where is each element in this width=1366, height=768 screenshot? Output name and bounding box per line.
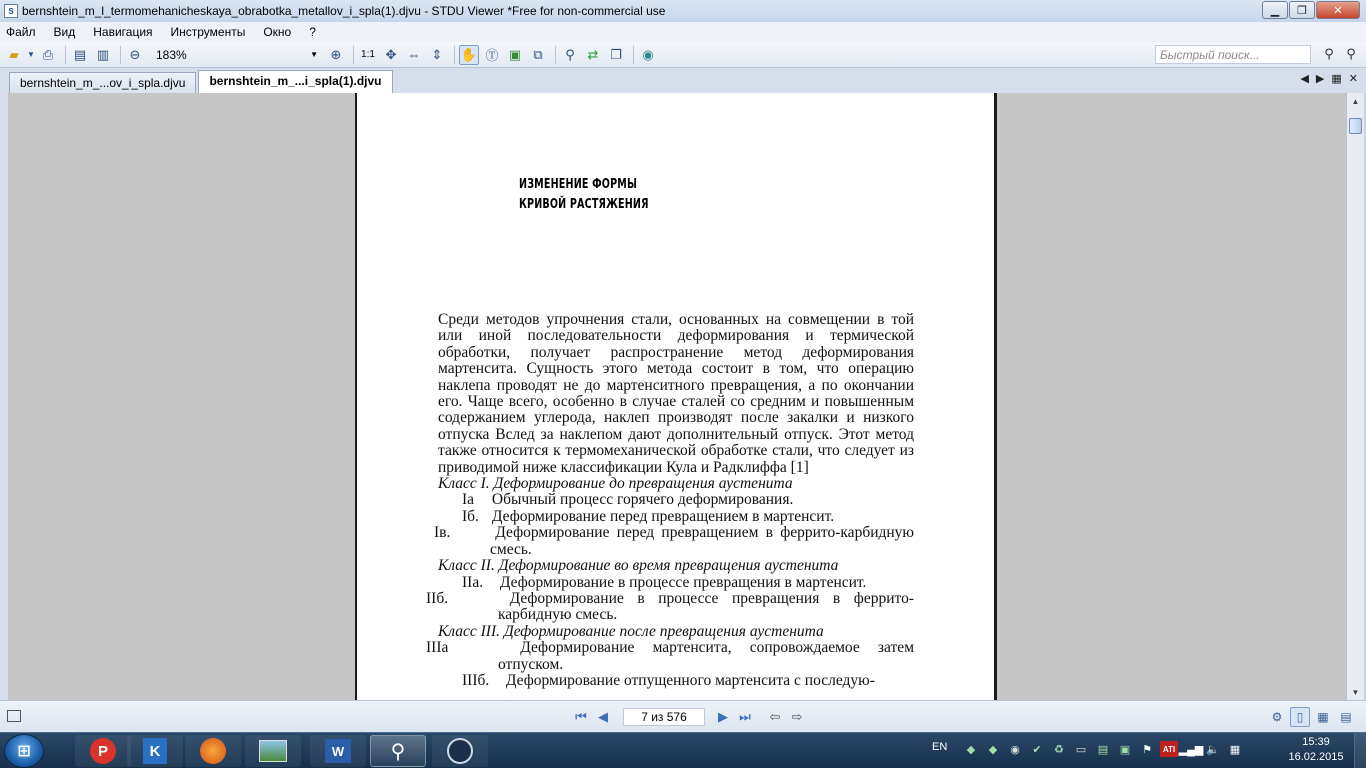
action-center-icon[interactable]: ⚑	[1142, 743, 1152, 756]
network-icon[interactable]: ▂▄▆	[1178, 743, 1204, 756]
menu-tools[interactable]: Инструменты	[170, 25, 246, 39]
tray-app-icon[interactable]: ▭	[1075, 743, 1087, 756]
page-layout-icon[interactable]: ▤	[73, 46, 87, 62]
page-navigation	[571, 708, 809, 726]
document-tabs	[0, 68, 1366, 93]
snapshot-icon[interactable]: ⧉	[533, 46, 543, 62]
image-viewer-icon[interactable]	[245, 735, 301, 767]
list-item	[434, 524, 915, 558]
tray-sync-icon[interactable]: ♻	[1054, 743, 1064, 756]
toolbar-separator	[353, 46, 354, 64]
list-item	[426, 639, 914, 673]
menu-view[interactable]: Вид	[53, 25, 76, 39]
tray-app-icon[interactable]: ▣	[1119, 743, 1131, 756]
ati-icon[interactable]: ATI	[1160, 741, 1178, 757]
firefox-icon[interactable]	[185, 735, 241, 767]
scroll-down-icon[interactable]: ▼	[1351, 687, 1360, 697]
zoom-out-icon[interactable]: ⊖	[129, 46, 141, 62]
open-folder-icon[interactable]: ▰	[9, 46, 19, 62]
last-page-icon[interactable]: ⏭	[739, 709, 751, 724]
menu-navigation[interactable]: Навигация	[93, 25, 153, 39]
tab-next-icon[interactable]: ▶	[1315, 73, 1325, 85]
item-text: Деформирование в процессе превращения в мартенсит.	[499, 573, 867, 591]
next-page-icon[interactable]: ▶	[718, 709, 728, 724]
item-text: Деформирование перед превращением в феррито-карбидную смесь.	[490, 524, 915, 558]
heading-line-1: ИЗМЕНЕНИЕ ФОРМЫ	[519, 177, 638, 192]
document-page	[355, 93, 997, 700]
list-item	[426, 589, 914, 624]
toolbar-separator	[120, 46, 121, 64]
item-text: Деформирование мартенсита, сопровождаемое затем отпуском.	[498, 639, 914, 673]
two-pages-icon[interactable]: ▥	[96, 46, 110, 62]
first-page-icon[interactable]: ⏮	[575, 709, 587, 724]
item-label: IIIа	[426, 639, 449, 657]
menu-bar	[0, 22, 1366, 42]
document-viewer[interactable]	[8, 93, 1346, 700]
tab-document-1[interactable]: bernshtein_m_...ov_i_spla.djvu	[9, 72, 196, 93]
menu-window[interactable]: Окно	[263, 25, 292, 39]
heading-line-2: КРИВОЙ РАСТЯЖЕНИЯ	[519, 197, 649, 212]
toolbar-separator	[555, 46, 556, 64]
search-options-icon[interactable]: ⚲	[1346, 46, 1356, 61]
fit-page-icon[interactable]: ✥	[385, 46, 397, 62]
text-select-icon[interactable]: Ⓣ	[485, 48, 499, 63]
system-clock[interactable]	[1284, 735, 1348, 765]
word-icon[interactable]: W	[310, 735, 366, 767]
close-button[interactable]: ✕	[1316, 1, 1360, 19]
view-mode-buttons	[1264, 707, 1356, 727]
hand-tool-icon[interactable]: ✋	[459, 45, 479, 65]
menu-file[interactable]: Файл	[6, 25, 36, 39]
item-text: Обычный процесс горячего деформирования.	[491, 491, 794, 509]
list-item	[438, 492, 914, 508]
clock-time: 15:39	[1302, 736, 1330, 748]
list-item	[438, 509, 914, 525]
tray-app-icon[interactable]: ◆	[966, 743, 976, 756]
start-button[interactable]: ⊞	[4, 734, 44, 768]
tab-document-2[interactable]: bernshtein_m_...i_spla(1).djvu	[198, 70, 392, 93]
toolbar	[0, 42, 1366, 68]
tray-app-icon[interactable]: ▦	[1229, 743, 1241, 756]
vertical-scrollbar[interactable]	[1346, 93, 1364, 700]
zoom-select[interactable]	[152, 46, 322, 64]
app-icon: S	[4, 4, 18, 18]
tab-close-icon[interactable]: ✕	[1348, 73, 1358, 85]
fit-height-icon[interactable]: ⇕	[431, 46, 443, 62]
scroll-up-icon[interactable]: ▲	[1351, 96, 1360, 106]
page-body	[426, 311, 915, 689]
page-number-field[interactable]: 7 из 576	[623, 708, 705, 726]
taskbar-app-2-icon[interactable]: K	[127, 735, 183, 767]
tab-prev-icon[interactable]: ◀	[1300, 73, 1309, 85]
image-select-icon[interactable]: ▣	[508, 46, 522, 62]
zoom-in-icon[interactable]: ⊕	[330, 46, 342, 62]
quick-search-input[interactable]: Быстрый поиск...	[1155, 45, 1311, 64]
chevron-down-icon: ▼	[310, 50, 318, 59]
steam-icon[interactable]	[432, 735, 488, 767]
page-heading	[519, 175, 649, 215]
web-icon[interactable]: ◉	[642, 46, 654, 62]
sync-icon[interactable]: ⇄	[587, 46, 599, 62]
item-label: Iа	[462, 491, 475, 509]
toolbar-separator	[454, 46, 455, 64]
menu-help[interactable]: ?	[309, 25, 316, 39]
search-icon[interactable]: ⚲	[1324, 46, 1334, 61]
list-item	[438, 673, 914, 689]
list-item	[438, 575, 914, 591]
continuous-view-icon[interactable]: ▤	[1340, 710, 1352, 724]
settings-icon[interactable]: ⚙	[1271, 710, 1283, 724]
class-2-heading: Класс II. Деформирование во время превращения аустенита	[438, 557, 839, 575]
previous-page-icon[interactable]: ◀	[598, 709, 608, 724]
minimize-button[interactable]: ▁	[1262, 1, 1288, 19]
open-dropdown-icon[interactable]: ▼	[27, 50, 35, 59]
show-desktop-button[interactable]	[1354, 733, 1366, 768]
single-page-view-icon[interactable]: ▯	[1290, 707, 1310, 727]
tray-app-icon[interactable]: ✔	[1032, 743, 1042, 756]
toolbar-separator	[633, 46, 634, 64]
item-label: Iв.	[434, 524, 451, 542]
windows-taskbar	[0, 732, 1366, 768]
item-text: Деформирование в процессе превращения в феррито-карбидную смесь.	[498, 589, 914, 624]
taskbar-app-1-icon[interactable]: P	[75, 735, 131, 767]
fit-width-icon[interactable]: ⇔	[407, 47, 421, 62]
title-bar	[0, 0, 1366, 22]
window-title: bernshtein_m_l_termomehanicheskaya_obrabotka_metallov_i_spla(1).djvu - STDU Viewer *Free for non-commercial use	[22, 4, 666, 18]
maximize-button[interactable]: ❐	[1289, 1, 1315, 19]
status-bar	[0, 700, 1366, 732]
toggle-sidebar-icon[interactable]	[7, 710, 21, 722]
toolbar-separator	[65, 46, 66, 64]
facing-pages-view-icon[interactable]: ▦	[1317, 710, 1329, 724]
item-label: IIб.	[426, 589, 449, 607]
actual-size-button[interactable]: 1:1	[361, 49, 375, 60]
tray-app-icon[interactable]: ▤	[1097, 743, 1109, 756]
item-label: IIа.	[462, 573, 484, 591]
tab-list-icon[interactable]: ▦	[1331, 73, 1342, 85]
tray-steam-icon[interactable]: ◉	[1010, 743, 1020, 756]
item-text: Деформирование отпущенного мартенсита с последую-	[505, 671, 875, 689]
forward-icon[interactable]: ⇨	[791, 709, 803, 724]
zoom-value: 183%	[156, 47, 187, 62]
stdu-viewer-taskbar-icon[interactable]: ⚲	[370, 735, 426, 767]
item-label: IIIб.	[462, 671, 490, 689]
find-icon[interactable]: ⚲	[565, 46, 575, 62]
item-label: Iб.	[462, 507, 479, 525]
tab-navigation	[1293, 72, 1358, 85]
system-tray	[962, 741, 1248, 757]
back-icon[interactable]: ⇦	[769, 709, 781, 724]
item-text: Деформирование перед превращением в мартенсит.	[491, 507, 835, 525]
print-icon[interactable]: ⎙	[42, 46, 54, 62]
scroll-thumb[interactable]	[1349, 118, 1362, 134]
clock-date: 16.02.2015	[1288, 751, 1344, 763]
intro-paragraph: Среди методов упрочнения стали, основанных на совмещении в той или иной последовательности деформирования и термической обработки, получает распространение метод деформирования мартенсита. Сущность этого метода состоит в том, что операцию наклепа проводят не до мартенситного превращения, а по окончании его. Чаще всего, особенно в случае сталей со средним и повышенным содержанием углерода, наклеп производят после закалки и низкого отпуска Вслед за наклепом дают дополнительный отпуск. Этот метод также относится к термомеханической обработке стали, что следует из приводимой ниже классификации Кула и Радклиффа [1]	[438, 311, 914, 476]
language-indicator[interactable]: EN	[932, 741, 948, 753]
copy-icon[interactable]: ❐	[610, 46, 622, 62]
class-3-heading: Класс III. Деформирование после превращения аустенита	[438, 622, 824, 640]
window-controls	[1261, 1, 1360, 19]
sidebar-collapse-grip[interactable]	[0, 93, 8, 700]
tray-app-icon[interactable]: ◆	[988, 743, 998, 756]
class-1-heading: Класс I. Деформирование до превращения аустенита	[438, 475, 793, 493]
volume-icon[interactable]: 🔈	[1206, 743, 1220, 756]
